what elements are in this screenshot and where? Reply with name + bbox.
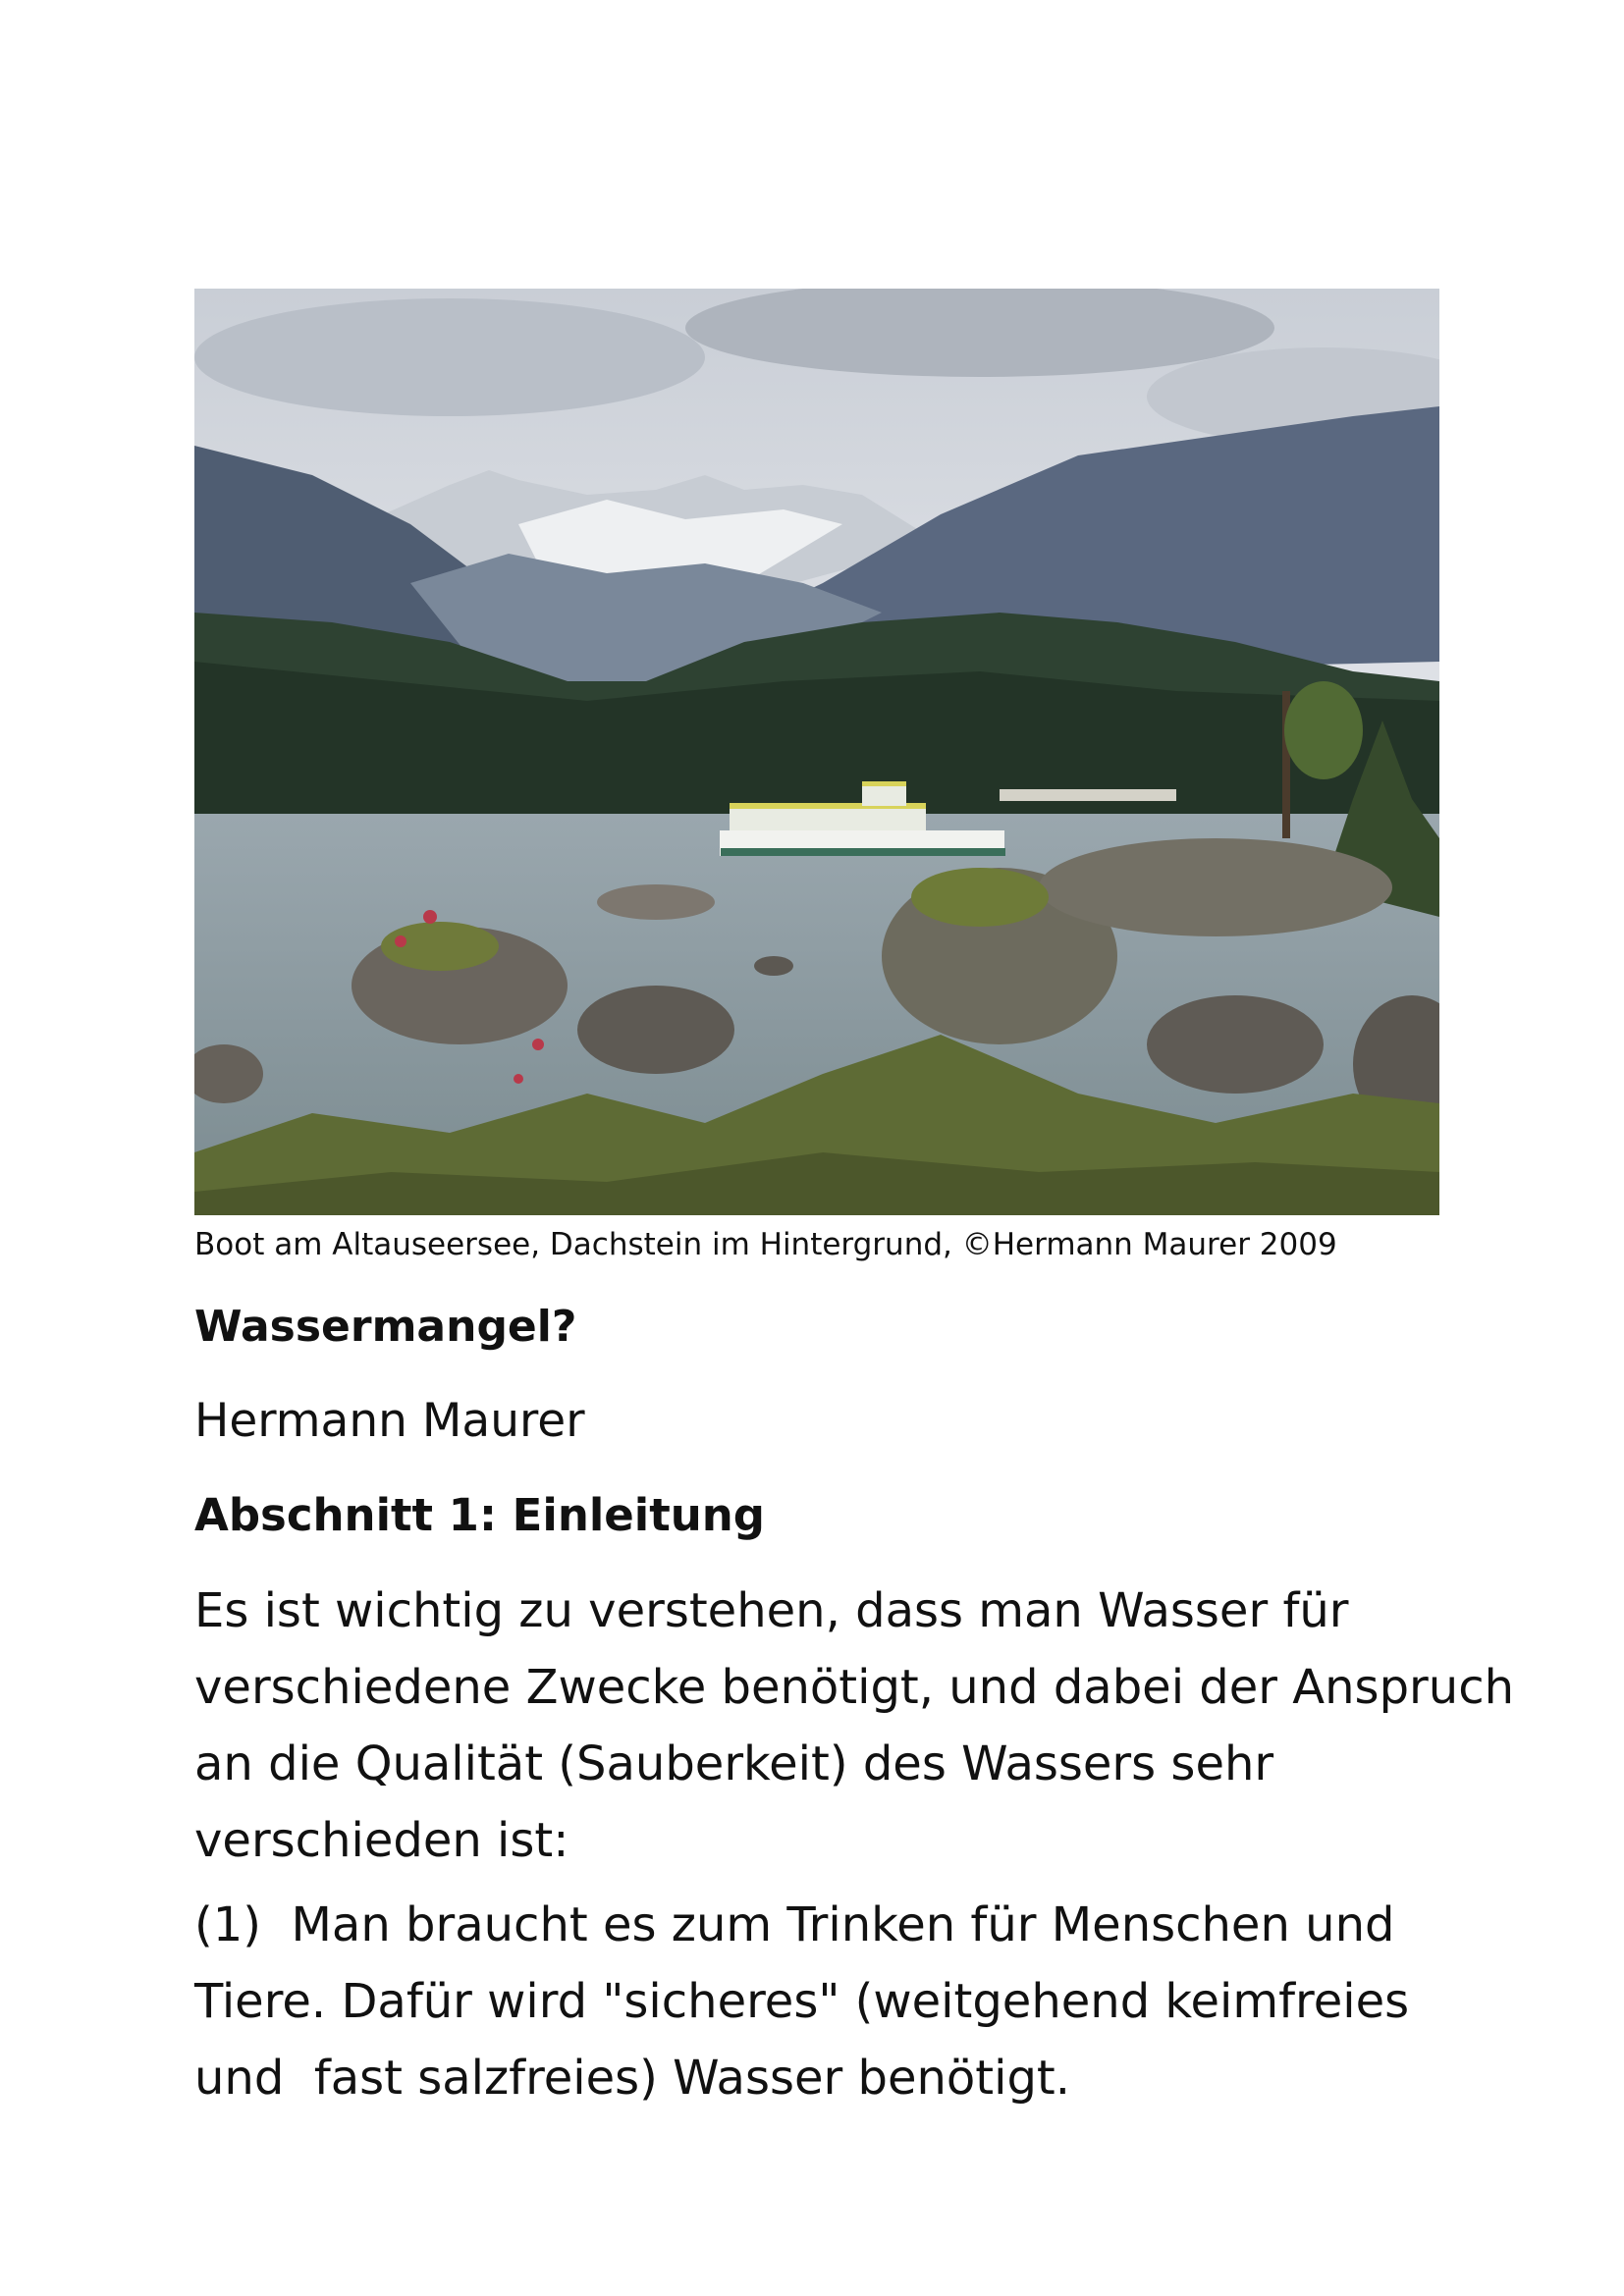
paragraph-line: verschiedene Zwecke benötigt, und dabei der Anspruch [194,1660,1514,1715]
paragraph-line: (1) Man braucht es zum Trinken für Menschen und [194,1897,1395,1952]
photo-caption: Boot am Altauseersee, Dachstein im Hintergrund, ©Hermann Maurer 2009 [194,1227,1337,1262]
section-heading: Abschnitt 1: Einleitung [194,1489,766,1541]
lake-photo-illustration [194,289,1439,1215]
paragraph-line: an die Qualität (Sauberkeit) des Wassers sehr [194,1736,1274,1791]
paragraph-line: verschieden ist: [194,1813,569,1868]
paragraph-line: und fast salzfreies) Wasser benötigt. [194,2051,1070,2106]
paragraph-line: Es ist wichtig zu verstehen, dass man Wasser für [194,1583,1349,1638]
author-name: Hermann Maurer [194,1394,585,1448]
list-item-paragraph [194,1887,1471,2116]
paragraph-line: Tiere. Dafür wird "sicheres" (weitgehend keimfreies [194,1974,1410,2029]
intro-paragraph [194,1573,1514,1879]
lake-photo [194,289,1439,1215]
document-title: Wassermangel? [194,1302,577,1352]
